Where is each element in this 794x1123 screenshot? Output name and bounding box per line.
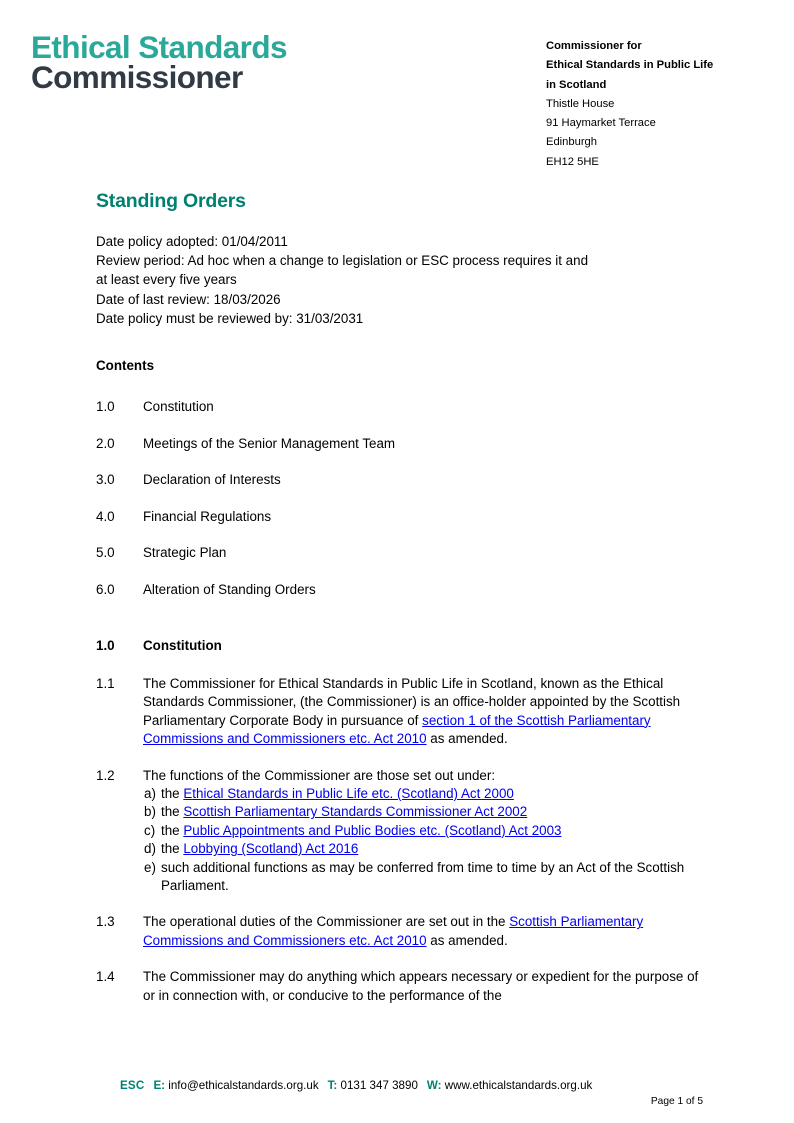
phone-value: 0131 347 3890 xyxy=(340,1079,418,1092)
toc-item-strategic-plan[interactable] xyxy=(96,544,696,562)
list-item-text xyxy=(161,822,702,840)
list-item-text xyxy=(161,840,702,858)
paragraph-text xyxy=(143,913,702,950)
section-body xyxy=(96,675,702,1023)
address-line-2: Ethical Standards in Public Life xyxy=(546,59,714,72)
toc-item-alteration-of-standing-orders[interactable] xyxy=(96,581,696,599)
paragraph-number: 1.4 xyxy=(96,969,115,985)
date-of-last-review: Date of last review: 18/03/2026 xyxy=(96,291,281,307)
paragraph-1-3 xyxy=(96,913,702,950)
website-value[interactable]: www.ethicalstandards.org.uk xyxy=(444,1079,593,1092)
paragraph-lead-text: The functions of the Commissioner are those set out under: xyxy=(143,767,496,783)
organisation-logo xyxy=(31,29,287,96)
contents-heading: Contents xyxy=(96,358,155,373)
list-marker: a) xyxy=(144,786,156,802)
toc-label: Financial Regulations xyxy=(143,508,272,524)
paragraph-text-after-link: as amended. xyxy=(426,932,508,948)
review-period-line-2: at least every five years xyxy=(96,272,237,288)
list-marker: c) xyxy=(144,822,156,838)
paragraph-text: The Commissioner may do anything which appears necessary or expedient for the purpose of or in connection with, or conducive to the performance of the xyxy=(143,969,699,1003)
list-marker: e) xyxy=(144,859,156,875)
link-public-appointments-public-bodies-act-2003[interactable]: Public Appointments and Public Bodies etc. (Scotland) Act 2003 xyxy=(183,822,562,838)
toc-label: Declaration of Interests xyxy=(143,472,281,487)
link-scottish-parliamentary-commissions-act-2010[interactable]: section 1 of the Scottish Parliamentary Commissions and Commissioners etc. Act 2010 xyxy=(143,712,651,747)
date-policy-adopted: Date policy adopted: 01/04/2011 xyxy=(96,234,288,249)
address-line-7: EH12 5HE xyxy=(546,155,599,168)
date-must-be-reviewed-by: Date policy must be reviewed by: 31/03/2031 xyxy=(96,310,364,326)
section-heading-constitution xyxy=(96,638,222,653)
toc-item-declaration-of-interests[interactable] xyxy=(96,471,696,489)
section-title: Constitution xyxy=(143,638,222,653)
list-item-prefix: the xyxy=(161,841,184,857)
table-of-contents xyxy=(96,398,696,617)
review-period-line-1: Review period: Ad hoc when a change to legislation or ESC process requires it and xyxy=(96,253,589,269)
page-number: Page 1 of 5 xyxy=(650,1096,703,1107)
toc-label: Strategic Plan xyxy=(143,545,227,560)
address-line-1: Commissioner for xyxy=(546,40,642,52)
toc-number: 1.0 xyxy=(96,399,115,414)
list-marker: d) xyxy=(144,841,156,857)
toc-item-constitution[interactable] xyxy=(96,398,696,416)
address-line-6: Edinburgh xyxy=(546,136,598,149)
toc-number: 4.0 xyxy=(96,508,115,524)
address-line-4: Thistle House xyxy=(546,97,615,110)
paragraph-number: 1.2 xyxy=(96,767,115,783)
website-label: W: xyxy=(426,1079,442,1092)
section-number: 1.0 xyxy=(96,638,115,653)
logo-line-ethical-standards: Ethical Standards xyxy=(31,29,287,65)
list-item-prefix: the xyxy=(161,786,184,802)
paragraph-text-before-link: The Commissioner for Ethical Standards in Public Life in Scotland, known as the Ethical Standards Commissioner, (the Commissioner) is an office-holder appointed by the Scottish Parliamentary Corporate Body in pursuance of xyxy=(143,676,681,728)
link-scottish-parliamentary-commissions-act-2010-duties[interactable]: Scottish Parliamentary Commissions and Commissioners etc. Act 2010 xyxy=(143,914,644,948)
footer-esc-initials: ESC xyxy=(120,1079,145,1092)
toc-number: 6.0 xyxy=(96,581,115,597)
paragraph-number: 1.3 xyxy=(96,914,115,930)
functions-list xyxy=(143,785,702,895)
paragraph-1-1 xyxy=(96,675,702,749)
toc-label: Constitution xyxy=(143,399,214,414)
paragraph-text xyxy=(143,675,702,749)
link-lobbying-scotland-act-2016[interactable]: Lobbying (Scotland) Act 2016 xyxy=(183,841,359,857)
logo-line-commissioner: Commissioner xyxy=(31,59,243,96)
toc-label: Alteration of Standing Orders xyxy=(143,581,316,597)
paragraph-text xyxy=(143,767,702,896)
paragraph-1-2 xyxy=(96,767,702,896)
toc-label: Meetings of the Senior Management Team xyxy=(143,435,396,451)
paragraph-number: 1.1 xyxy=(96,676,115,691)
paragraph-text-after-link: as amended. xyxy=(426,731,508,747)
footer-contact-line xyxy=(120,1078,592,1094)
page-header xyxy=(0,30,794,180)
list-item-prefix: the xyxy=(161,804,184,820)
list-item-e xyxy=(143,859,702,896)
link-ethical-standards-public-life-act-2000[interactable]: Ethical Standards in Public Life etc. (Scotland) Act 2000 xyxy=(183,786,514,802)
list-marker: b) xyxy=(144,804,156,820)
page-title: Standing Orders xyxy=(96,190,246,212)
toc-number: 2.0 xyxy=(96,435,115,451)
link-scottish-parliamentary-standards-commissioner-act-2002[interactable]: Scottish Parliamentary Standards Commissioner Act 2002 xyxy=(183,804,528,820)
list-item-text xyxy=(161,803,702,821)
list-item-text xyxy=(161,785,702,803)
list-item-d xyxy=(143,840,702,858)
list-item-prefix: the xyxy=(161,822,184,838)
email-label: E: xyxy=(153,1079,166,1092)
toc-item-meetings-smt[interactable] xyxy=(96,435,696,453)
toc-number: 5.0 xyxy=(96,545,115,560)
list-item-a xyxy=(143,785,702,803)
address-line-5: 91 Haymarket Terrace xyxy=(546,117,656,130)
policy-metadata xyxy=(96,232,706,328)
list-item-c xyxy=(143,822,702,840)
phone-label: T: xyxy=(327,1079,338,1092)
paragraph-text-before-link: The operational duties of the Commissioner are set out in the xyxy=(143,914,510,930)
organisation-address-block xyxy=(546,37,713,172)
paragraph-1-4 xyxy=(96,968,702,1005)
list-item-b xyxy=(143,803,702,821)
email-value[interactable]: info@ethicalstandards.org.uk xyxy=(168,1079,319,1092)
list-item-text: such additional functions as may be conferred from time to time by an Act of the Scottish Parliament. xyxy=(161,859,685,894)
address-line-3: in Scotland xyxy=(546,78,607,91)
toc-number: 3.0 xyxy=(96,472,115,487)
toc-item-financial-regulations[interactable] xyxy=(96,508,696,526)
